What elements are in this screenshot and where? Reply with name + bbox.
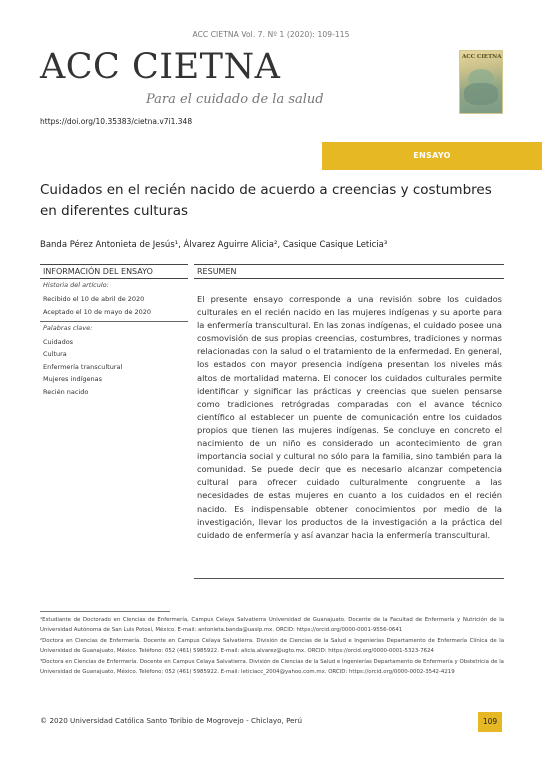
keyword-item: Recién nacido (43, 387, 89, 396)
abstract-column (194, 264, 504, 548)
page-number-box (478, 712, 502, 732)
history-section (40, 279, 188, 320)
article-title: Cuidados en el recién nacido de acuerdo a creencias y costumbres en diferentes culturas (40, 182, 492, 219)
abstract-text: El presente ensayo corresponde a una revisión sobre los cuidados culturales en el recién nacido en las mujeres indígenas y su aporte para la enfermería transcultural. En las zonas indígenas, el cuidado posee una cosmovisión de sus propias creencias, costumbres, tradiciones y normas relacionadas con la salud o el tratamiento de la enfermedad. En general, los estados con mayor presencia indígena presentan los niveles más altos de mortalidad materna. El conocer los cuidados culturales permite identificar y significar las prácticas y creencias que suelen pensarse como tradiciones retrógradas comparadas con el avance técnico científico al establecer un puente de comunicación entre los cuidados propios que tienen las mujeres indígenas. Se concluye en concreto el nacimiento de un niño es considerado un acontecimiento de gran importancia social y cultural no sólo para la familia, sino también para la comunidad. Se puede decir que es necesario alcanzar competencia cultural para ofrecer cuidado culturalmente congruente a las necesidades de estas mujeres en cuanto a los cuidados en el recién nacido. Es indispensable obtener conocimientos por medio de la investigación, llevar los productos de la investigación a la práctica del cuidado de enfermería y así avanzar hacia la enfermería transcultural. (197, 294, 502, 540)
cover-title: ACC CIETNA (462, 54, 502, 60)
keyword-item: Cultura (43, 350, 67, 359)
footnote-rule (40, 611, 170, 612)
page-number: 109 (482, 717, 498, 726)
journal-subtitle: Para el cuidado de la salud (146, 92, 324, 107)
keyword-item: Enfermería transcultural (43, 362, 123, 371)
keyword-item: Cuidados (43, 338, 74, 346)
abstract-heading: RESUMEN (194, 264, 504, 279)
article-authors: Banda Pérez Antonieta de Jesús¹, Álvarez Aguirre Alicia², Casique Casique Leticia³ (40, 240, 388, 250)
info-heading: INFORMACIÓN DEL ENSAYO (40, 264, 188, 279)
article-type-band (322, 142, 542, 170)
footnote-1: ¹Estudiante de Doctorado en Ciencias de Enfermería, Campus Celaya Salvatierra Universidad de Guanajuato. Docente de la Facultad de Enfermería y Nutrición de la Universidad Autónoma de San Luis Potosí, México. E-mail: antonieta.banda@uaslp.mx. ORCID: https://orcid.org/0000-0001-9556-0641 (40, 617, 504, 633)
keyword-item: Mujeres indígenas (43, 375, 102, 384)
footnote-3: ³Doctora en Ciencias de Enfermería. Docente en Campus Celaya Salvatierra. División de Ciencias de la Salud e Ingenierías Departamento de Enfermería y Obstetricia de la Universidad de Guanajuato, México. Teléfono: 052 (461) 5985922. E-mail: leticiacc_2004@yahoo.com.mx. ORCID: https://orcid.org/0000-0002-3542-4219 (40, 659, 504, 675)
keywords-label: Palabras clave: (43, 324, 93, 332)
journal-title: ACC CIETNA (40, 47, 281, 87)
history-label: Historia del artículo: (43, 281, 109, 289)
issue-line: ACC CIETNA Vol. 7. Nº 1 (2020): 109-115 (192, 30, 350, 39)
article-info-column (40, 264, 188, 400)
abstract-bottom-rule (194, 578, 504, 579)
footnotes (40, 616, 504, 680)
footnote-2: ²Doctora en Ciencias de Enfermería. Docente en Campus Celaya Salvatierra. División de Ciencias de la Salud e Ingenierías Departamento de Enfermería Clínica de la Universidad de Guanajuato, México. Teléfono: 052 (461) 5985922. E-mail: alicia.alvarez@ugto.mx. ORCID: https://orcid.org/0000-0001-5323-7624 (40, 638, 504, 654)
doi-link[interactable]: https://doi.org/10.35383/cietna.v7i1.348 (40, 117, 193, 126)
keywords-section (40, 322, 188, 400)
accepted-date: Aceptado el 10 de mayo de 2020 (43, 307, 152, 316)
article-type-label: ENSAYO (413, 151, 451, 160)
cover-art-shape (464, 83, 498, 105)
received-date: Recibido el 10 de abril de 2020 (43, 295, 145, 303)
journal-cover-image (459, 50, 503, 114)
copyright-notice: © 2020 Universidad Católica Santo Toribio de Mogrovejo - Chiclayo, Perú (40, 716, 303, 725)
